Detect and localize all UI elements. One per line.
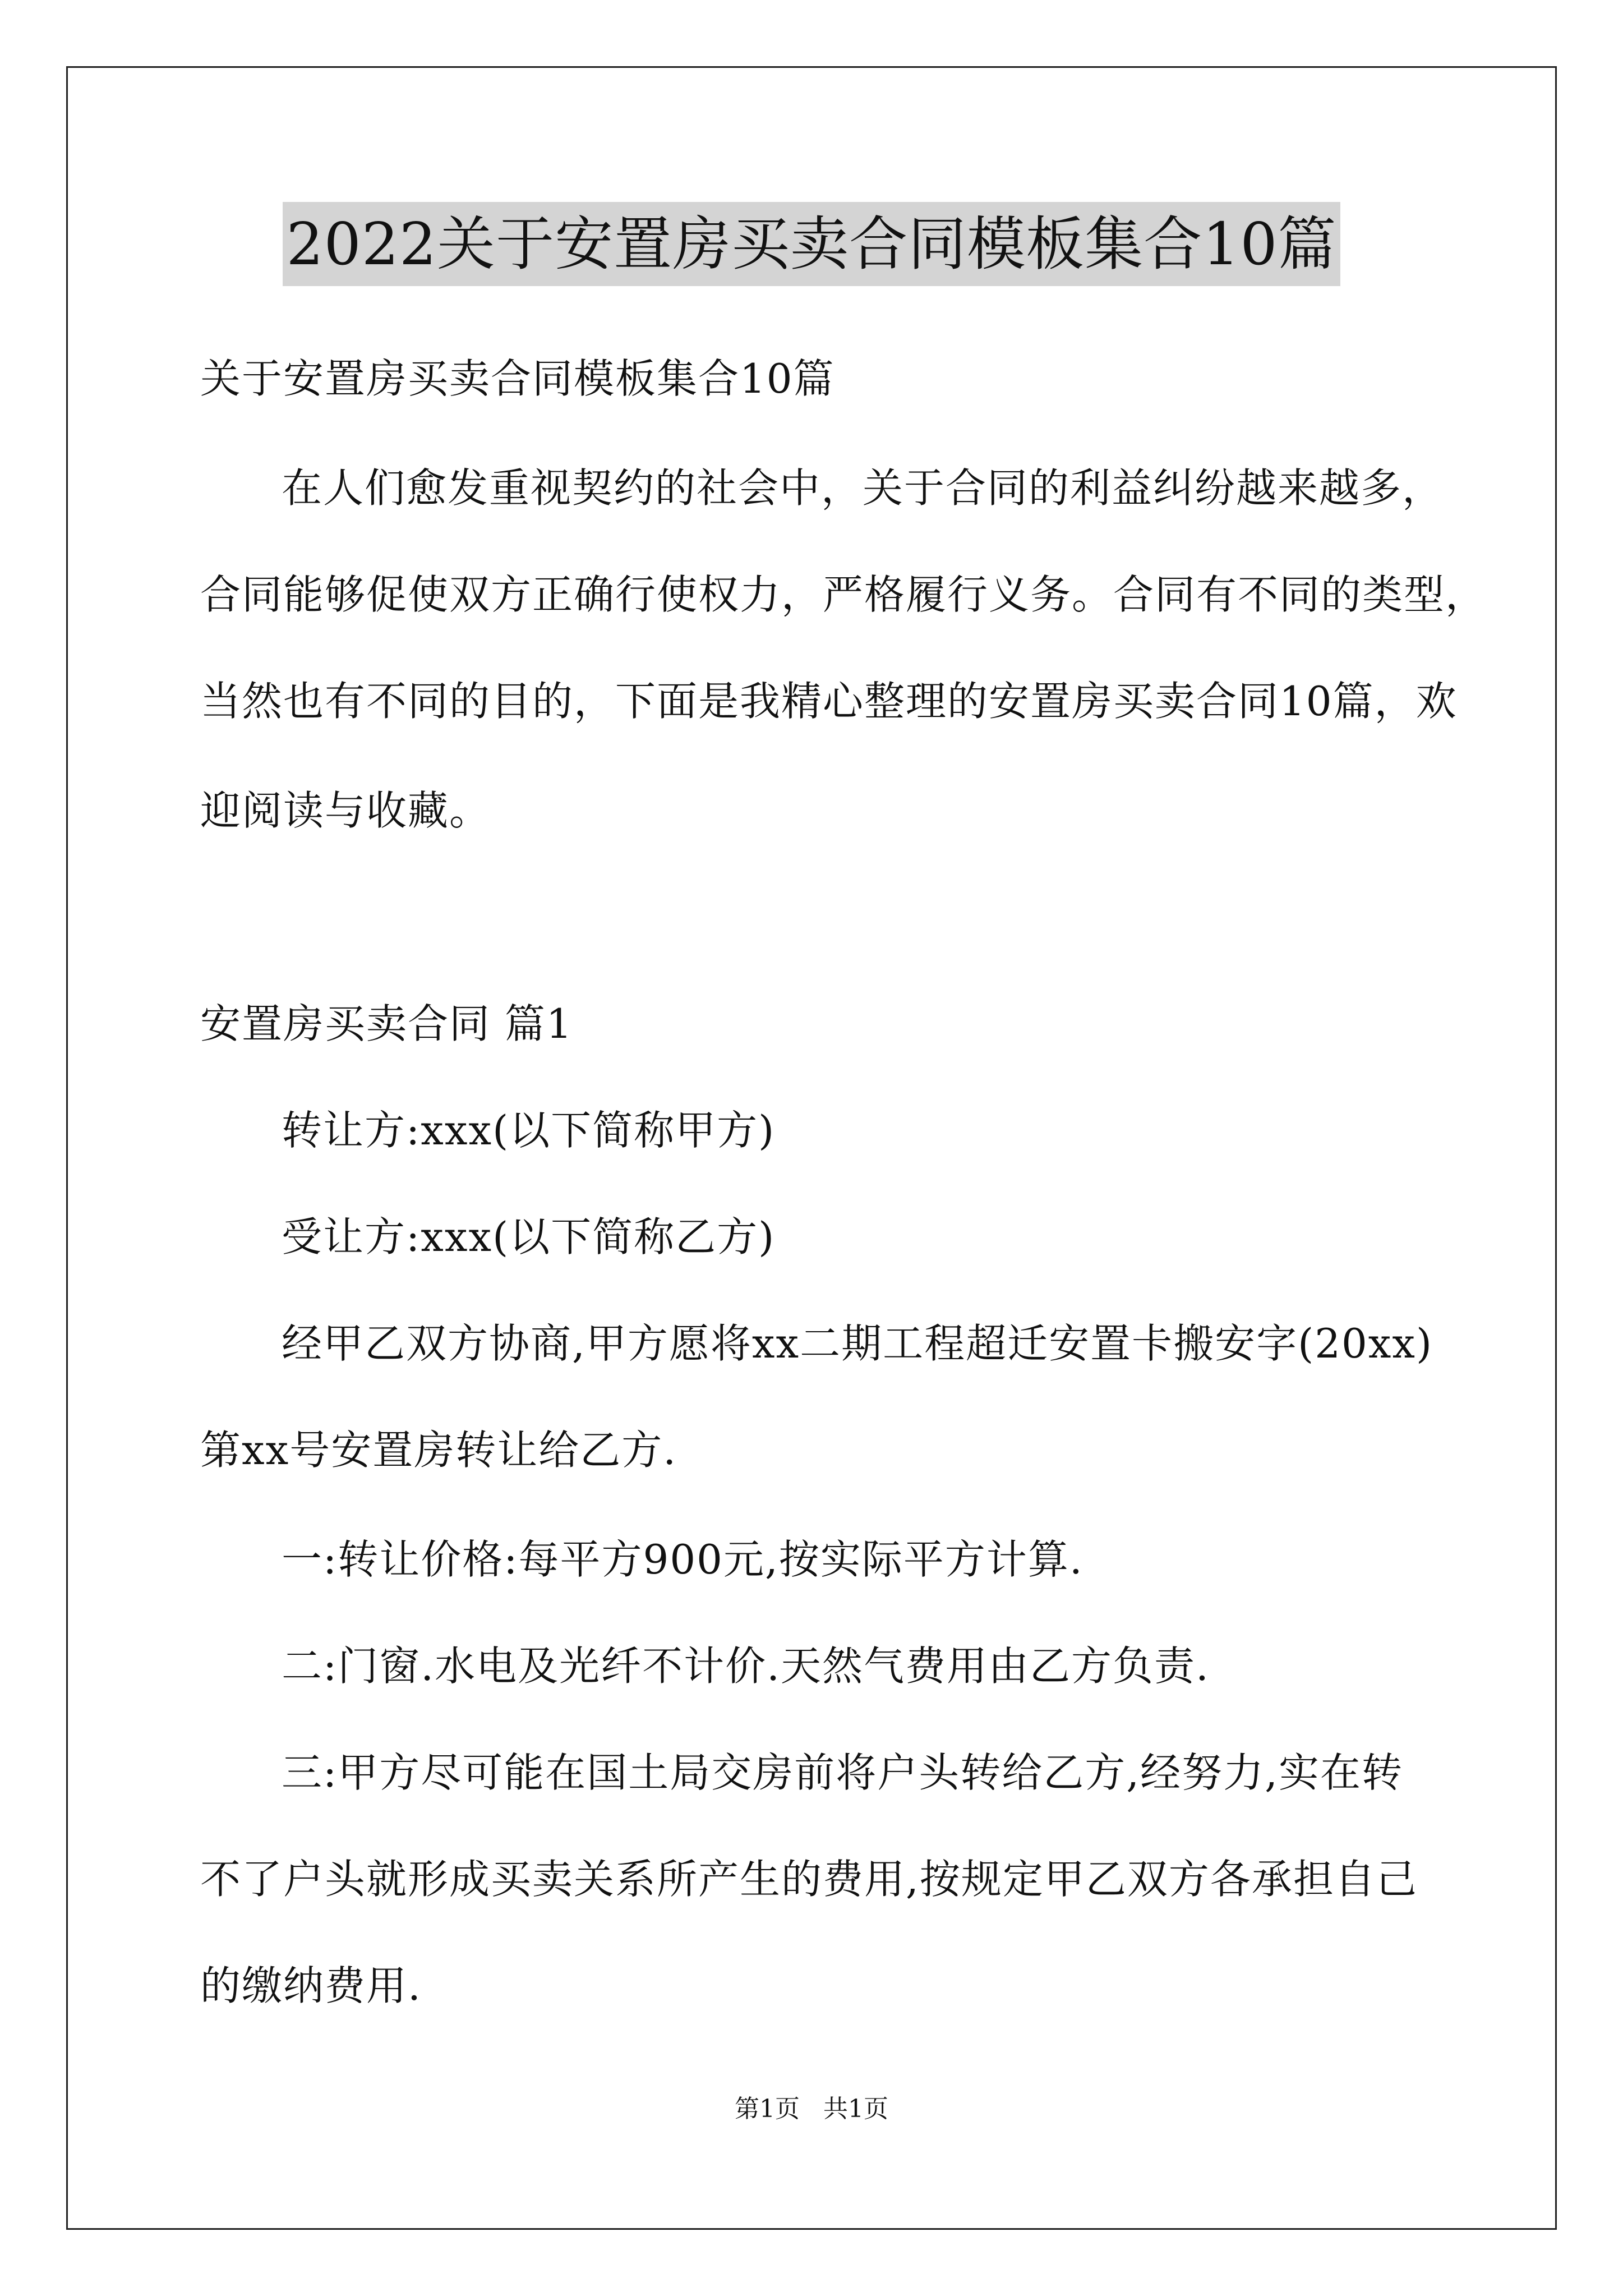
section-heading: 安置房买卖合同 篇1 bbox=[200, 1000, 573, 1047]
body-line: 经甲乙双方协商,甲方愿将xx二期工程超迁安置卡搬安字(20xx) bbox=[282, 1320, 1433, 1367]
body-line: 第xx号安置房转让给乙方. bbox=[200, 1427, 677, 1474]
intro-line: 当然也有不同的目的，下面是我精心整理的安置房买卖合同10篇，欢 bbox=[200, 678, 1458, 725]
intro-line: 合同能够促使双方正确行使权力，严格履行义务。合同有不同的类型， bbox=[200, 571, 1487, 618]
body-line: 转让方:xxx(以下简称甲方) bbox=[282, 1107, 776, 1154]
intro-line: 迎阅读与收藏。 bbox=[200, 787, 491, 834]
document-title: 2022关于安置房买卖合同模板集合10篇 bbox=[283, 202, 1340, 286]
body-line: 的缴纳费用. bbox=[200, 1962, 422, 2009]
body-line: 二:门窗.水电及光纤不计价.天然气费用由乙方负责. bbox=[282, 1642, 1210, 1690]
intro-line: 在人们愈发重视契约的社会中，关于合同的利益纠纷越来越多， bbox=[282, 464, 1444, 512]
body-line: 受让方:xxx(以下简称乙方) bbox=[282, 1213, 776, 1260]
title-container bbox=[0, 202, 1623, 286]
document-subtitle: 关于安置房买卖合同模板集合10篇 bbox=[200, 355, 835, 402]
body-line: 三:甲方尽可能在国土局交房前将户头转给乙方,经努力,实在转 bbox=[282, 1749, 1404, 1796]
page-footer: 第1页 共1页 bbox=[735, 2095, 888, 2123]
body-line: 一:转让价格:每平方900元,按实际平方计算. bbox=[282, 1536, 1083, 1583]
body-line: 不了户头就形成买卖关系所产生的费用,按规定甲乙双方各承担自己 bbox=[200, 1856, 1418, 1903]
